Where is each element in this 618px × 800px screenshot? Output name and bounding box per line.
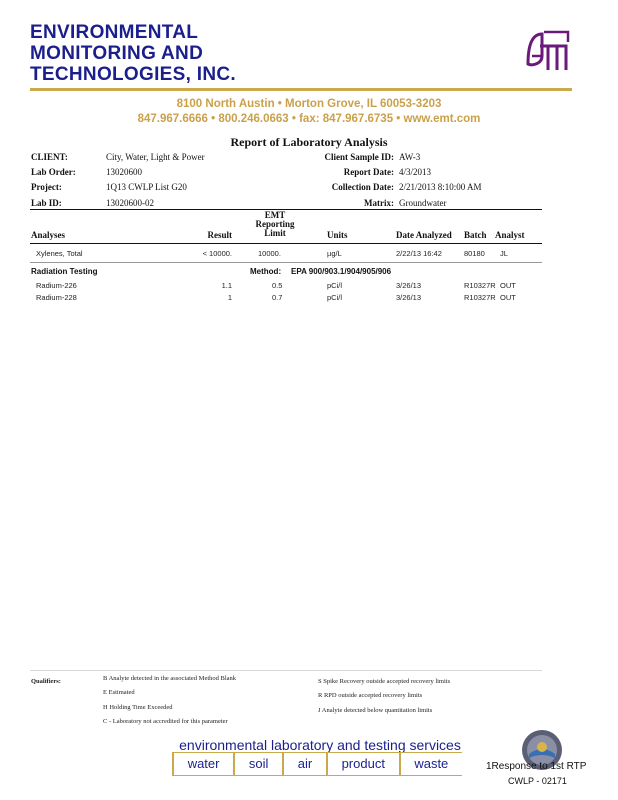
col-reporting-limit	[248, 211, 302, 238]
emt-logo-icon	[522, 26, 572, 76]
qualifiers-label: Qualifiers:	[31, 678, 61, 685]
matrix-label: Matrix:	[364, 198, 394, 208]
qualifier-item: E Estimated	[103, 689, 135, 696]
qualifiers-divider	[30, 670, 542, 671]
col-reporting-limit-bot: Limit	[264, 228, 286, 238]
lab-id-label: Lab ID:	[31, 198, 62, 208]
section-method-label: Method:	[250, 267, 282, 276]
company-address: 8100 North Austin • Morton Grove, IL 60053-3203	[176, 98, 442, 110]
row-date: 3/26/13	[396, 281, 422, 290]
company-name	[30, 22, 236, 85]
row-divider	[30, 262, 542, 263]
row-limit: 0.5	[272, 281, 283, 290]
project-label: Project:	[31, 182, 62, 192]
client-sample-id-label: Client Sample ID:	[324, 152, 394, 162]
row-result: < 10000.	[202, 249, 232, 258]
col-batch: Batch	[464, 230, 487, 240]
col-analyses: Analyses	[31, 230, 66, 240]
qualifier-item: J Analyte detected below quantitation limits	[318, 707, 433, 714]
col-result: Result	[207, 230, 232, 240]
service-water: water	[172, 753, 233, 775]
row-result: 1.1	[221, 281, 232, 290]
report-title: Report of Laboratory Analysis	[230, 135, 388, 149]
qualifier-item: H Holding Time Exceeded	[103, 704, 173, 711]
collection-date-value: 2/21/2013 8:10:00 AM	[399, 182, 482, 192]
document-id: CWLP - 02171	[508, 776, 567, 786]
row-batch: R10327R	[464, 281, 496, 290]
row-batch: 80180	[464, 249, 485, 258]
service-waste: waste	[399, 753, 462, 775]
qualifier-item: B Analyte detected in the associated Method Blank	[103, 675, 237, 682]
footer-note: 1Response to 1st RTP	[486, 761, 587, 772]
client-label: CLIENT:	[31, 152, 68, 162]
section-name: Radiation Testing	[31, 267, 98, 276]
row-limit: 10000.	[258, 249, 281, 258]
row-analysis: Xylenes, Total	[36, 249, 83, 258]
matrix-value: Groundwater	[399, 198, 447, 208]
col-units: Units	[327, 230, 348, 240]
row-date: 3/26/13	[396, 293, 422, 302]
col-reporting-limit-top: EMT	[264, 210, 286, 220]
meta-divider	[30, 209, 542, 210]
client-value: City, Water, Light & Power	[106, 152, 205, 162]
service-product: product	[326, 753, 399, 775]
qualifier-item: S Spike Recovery outside accepted recovery limits	[318, 678, 451, 685]
row-analyst: JL	[500, 249, 508, 258]
qualifier-item: C - Laboratory not accredited for this parameter	[103, 718, 228, 725]
row-units: pCi/l	[327, 281, 343, 290]
service-air: air	[282, 753, 326, 775]
row-analysis: Radium-228	[36, 293, 77, 302]
qualifier-item: R RPD outside accepted recovery limits	[318, 692, 423, 699]
report-date-label: Report Date:	[343, 167, 394, 177]
col-analyst: Analyst	[495, 230, 525, 240]
report-date-value: 4/3/2013	[399, 167, 432, 177]
table-header-divider	[30, 243, 542, 244]
collection-date-label: Collection Date:	[331, 182, 394, 192]
company-contact: 847.967.6666 • 800.246.0663 • fax: 847.967.6735 • www.emt.com	[137, 113, 481, 125]
row-units: pCi/l	[327, 293, 343, 302]
lab-order-label: Lab Order:	[31, 167, 76, 177]
service-soil: soil	[233, 753, 282, 775]
company-name-line1: ENVIRONMENTAL	[30, 22, 199, 43]
company-name-line2: MONITORING AND	[30, 43, 204, 64]
lab-order-value: 13020600	[106, 167, 142, 177]
row-units: µg/L	[327, 249, 342, 258]
row-analyst: OUT	[500, 281, 516, 290]
company-name-line3: TECHNOLOGIES, INC.	[30, 64, 236, 85]
header-divider	[30, 88, 572, 91]
client-sample-id-value: AW-3	[399, 152, 421, 162]
col-date-analyzed: Date Analyzed	[396, 230, 452, 240]
col-reporting-limit-mid: Reporting	[255, 219, 295, 229]
project-value: 1Q13 CWLP List G20	[106, 182, 187, 192]
row-batch: R10327R	[464, 293, 496, 302]
footer-tagline: environmental laboratory and testing services	[179, 737, 461, 753]
section-method: EPA 900/903.1/904/905/906	[291, 267, 392, 276]
row-limit: 0.7	[272, 293, 283, 302]
row-result: 1	[227, 293, 232, 302]
lab-id-value: 13020600-02	[106, 198, 154, 208]
row-analyst: OUT	[500, 293, 516, 302]
row-date: 2/22/13 16:42	[396, 249, 442, 258]
services-bar	[172, 752, 462, 776]
row-analysis: Radium-226	[36, 281, 77, 290]
